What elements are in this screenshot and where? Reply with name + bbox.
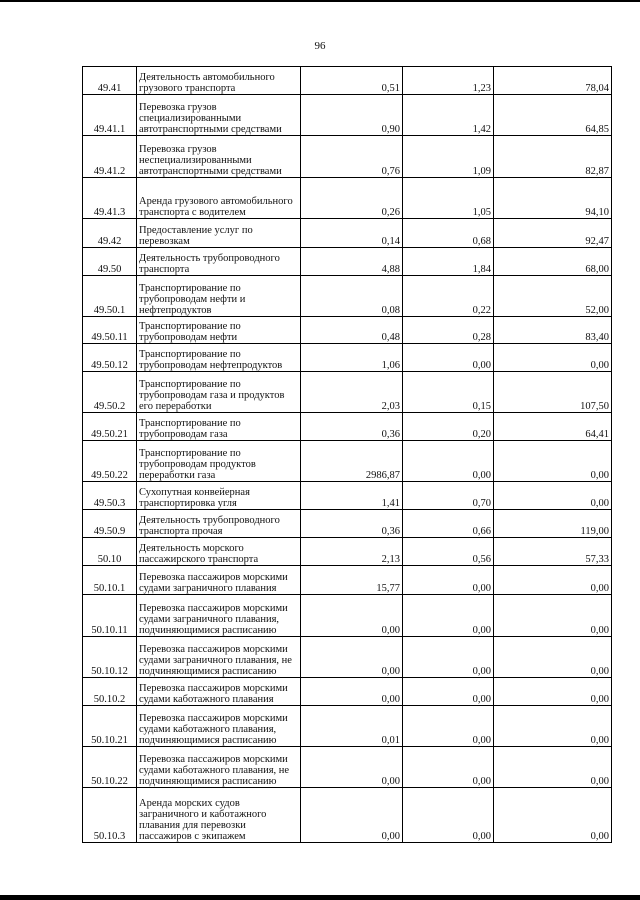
- value-col-3: 57,33: [494, 538, 612, 566]
- activity-name: Перевозка пассажиров морскими судами каботажного плавания: [137, 678, 301, 706]
- activity-code: 49.41.3: [83, 178, 137, 219]
- okved-table-body: [83, 67, 612, 843]
- activity-code: 49.50.9: [83, 510, 137, 538]
- table-row: [83, 219, 612, 248]
- value-col-1: 0,00: [301, 595, 403, 637]
- value-col-3: 0,00: [494, 595, 612, 637]
- value-col-3: 92,47: [494, 219, 612, 248]
- table-row: [83, 538, 612, 566]
- value-col-2: 0,20: [403, 413, 494, 441]
- value-col-2: 0,22: [403, 276, 494, 317]
- value-col-2: 0,70: [403, 482, 494, 510]
- value-col-1: 0,08: [301, 276, 403, 317]
- value-col-2: 0,00: [403, 637, 494, 678]
- activity-name: Транспортирование по трубопроводам нефти и нефтепродуктов: [137, 276, 301, 317]
- table-row: [83, 276, 612, 317]
- activity-code: 50.10.11: [83, 595, 137, 637]
- value-col-3: 107,50: [494, 372, 612, 413]
- activity-name: Аренда грузового автомобильного транспорта с водителем: [137, 178, 301, 219]
- activity-name: Транспортирование по трубопроводам продуктов переработки газа: [137, 441, 301, 482]
- activity-code: 49.50.21: [83, 413, 137, 441]
- value-col-3: 119,00: [494, 510, 612, 538]
- value-col-1: 0,51: [301, 67, 403, 95]
- value-col-1: 0,26: [301, 178, 403, 219]
- table-row: [83, 706, 612, 747]
- activity-name: Деятельность трубопроводного транспорта прочая: [137, 510, 301, 538]
- table-row: [83, 482, 612, 510]
- value-col-3: 94,10: [494, 178, 612, 219]
- activity-code: 49.41: [83, 67, 137, 95]
- value-col-2: 1,84: [403, 248, 494, 276]
- value-col-2: 0,00: [403, 344, 494, 372]
- activity-name: Перевозка пассажиров морскими судами заграничного плавания, не подчиняющимися расписанию: [137, 637, 301, 678]
- value-col-1: 0,01: [301, 706, 403, 747]
- table-row: [83, 248, 612, 276]
- activity-name: Предоставление услуг по перевозкам: [137, 219, 301, 248]
- activity-code: 49.50.22: [83, 441, 137, 482]
- activity-name: Перевозка пассажиров морскими судами заграничного плавания: [137, 566, 301, 595]
- value-col-3: 64,85: [494, 95, 612, 136]
- value-col-3: 0,00: [494, 482, 612, 510]
- value-col-2: 0,00: [403, 706, 494, 747]
- value-col-2: 1,09: [403, 136, 494, 178]
- value-col-1: 0,90: [301, 95, 403, 136]
- activity-code: 50.10.2: [83, 678, 137, 706]
- activity-name: Сухопутная конвейерная транспортировка угля: [137, 482, 301, 510]
- value-col-2: 1,05: [403, 178, 494, 219]
- value-col-2: 0,00: [403, 747, 494, 788]
- value-col-1: 2,03: [301, 372, 403, 413]
- value-col-3: 0,00: [494, 788, 612, 843]
- value-col-2: 1,23: [403, 67, 494, 95]
- page-number: 96: [314, 40, 326, 52]
- value-col-2: 0,66: [403, 510, 494, 538]
- activity-code: 50.10: [83, 538, 137, 566]
- value-col-1: 0,76: [301, 136, 403, 178]
- value-col-3: 0,00: [494, 678, 612, 706]
- value-col-3: 0,00: [494, 637, 612, 678]
- value-col-1: 4,88: [301, 248, 403, 276]
- table-row: [83, 67, 612, 95]
- table-row: [83, 344, 612, 372]
- table-row: [83, 595, 612, 637]
- table-row: [83, 95, 612, 136]
- value-col-2: 0,68: [403, 219, 494, 248]
- table-row: [83, 678, 612, 706]
- activity-code: 49.50.11: [83, 317, 137, 344]
- value-col-3: 52,00: [494, 276, 612, 317]
- activity-name: Перевозка грузов неспециализированными автотранспортными средствами: [137, 136, 301, 178]
- value-col-3: 0,00: [494, 706, 612, 747]
- table-row: [83, 178, 612, 219]
- value-col-1: 0,00: [301, 637, 403, 678]
- value-col-3: 68,00: [494, 248, 612, 276]
- activity-name: Перевозка пассажиров морскими судами заграничного плавания, подчиняющимися расписанию: [137, 595, 301, 637]
- value-col-1: 0,14: [301, 219, 403, 248]
- scan-top-edge: [0, 0, 640, 2]
- value-col-2: 0,00: [403, 566, 494, 595]
- value-col-2: 0,00: [403, 595, 494, 637]
- value-col-1: 1,41: [301, 482, 403, 510]
- value-col-3: 83,40: [494, 317, 612, 344]
- activity-code: 49.41.1: [83, 95, 137, 136]
- value-col-2: 0,15: [403, 372, 494, 413]
- activity-name: Деятельность морского пассажирского транспорта: [137, 538, 301, 566]
- activity-name: Перевозка пассажиров морскими судами каботажного плавания, не подчиняющимися расписанию: [137, 747, 301, 788]
- value-col-1: 2,13: [301, 538, 403, 566]
- value-col-1: 2986,87: [301, 441, 403, 482]
- value-col-1: 0,00: [301, 678, 403, 706]
- value-col-2: 0,00: [403, 788, 494, 843]
- value-col-2: 0,28: [403, 317, 494, 344]
- table-row: [83, 788, 612, 843]
- activity-name: Деятельность трубопроводного транспорта: [137, 248, 301, 276]
- value-col-1: 0,00: [301, 788, 403, 843]
- table-row: [83, 317, 612, 344]
- value-col-1: 1,06: [301, 344, 403, 372]
- activity-code: 50.10.22: [83, 747, 137, 788]
- table-row: [83, 747, 612, 788]
- activity-name: Транспортирование по трубопроводам газа: [137, 413, 301, 441]
- value-col-3: 0,00: [494, 747, 612, 788]
- activity-name: Деятельность автомобильного грузового транспорта: [137, 67, 301, 95]
- activity-code: 49.50: [83, 248, 137, 276]
- okved-table: [82, 66, 612, 843]
- value-col-1: 0,36: [301, 413, 403, 441]
- value-col-2: 0,00: [403, 441, 494, 482]
- activity-code: 49.50.2: [83, 372, 137, 413]
- activity-code: 50.10.12: [83, 637, 137, 678]
- value-col-1: 15,77: [301, 566, 403, 595]
- activity-code: 49.50.1: [83, 276, 137, 317]
- value-col-2: 0,56: [403, 538, 494, 566]
- activity-name: Перевозка пассажиров морскими судами каботажного плавания, подчиняющимися расписанию: [137, 706, 301, 747]
- activity-code: 49.42: [83, 219, 137, 248]
- table-row: [83, 413, 612, 441]
- value-col-1: 0,36: [301, 510, 403, 538]
- value-col-3: 0,00: [494, 566, 612, 595]
- value-col-3: 0,00: [494, 344, 612, 372]
- activity-name: Транспортирование по трубопроводам нефти: [137, 317, 301, 344]
- activity-code: 50.10.3: [83, 788, 137, 843]
- table-row: [83, 566, 612, 595]
- table-row: [83, 372, 612, 413]
- activity-code: 49.50.12: [83, 344, 137, 372]
- value-col-1: 0,00: [301, 747, 403, 788]
- table-row: [83, 510, 612, 538]
- table-row: [83, 136, 612, 178]
- activity-code: 50.10.21: [83, 706, 137, 747]
- activity-name: Перевозка грузов специализированными автотранспортными средствами: [137, 95, 301, 136]
- value-col-3: 78,04: [494, 67, 612, 95]
- value-col-1: 0,48: [301, 317, 403, 344]
- activity-code: 49.41.2: [83, 136, 137, 178]
- value-col-2: 0,00: [403, 678, 494, 706]
- table-row: [83, 637, 612, 678]
- value-col-2: 1,42: [403, 95, 494, 136]
- value-col-3: 0,00: [494, 441, 612, 482]
- activity-name: Транспортирование по трубопроводам газа и продуктов его переработки: [137, 372, 301, 413]
- activity-code: 49.50.3: [83, 482, 137, 510]
- scan-bottom-edge: [0, 895, 640, 900]
- value-col-3: 64,41: [494, 413, 612, 441]
- activity-name: Аренда морских судов заграничного и каботажного плавания для перевозки пассажиров с экипажем: [137, 788, 301, 843]
- value-col-3: 82,87: [494, 136, 612, 178]
- activity-name: Транспортирование по трубопроводам нефтепродуктов: [137, 344, 301, 372]
- table-row: [83, 441, 612, 482]
- activity-code: 50.10.1: [83, 566, 137, 595]
